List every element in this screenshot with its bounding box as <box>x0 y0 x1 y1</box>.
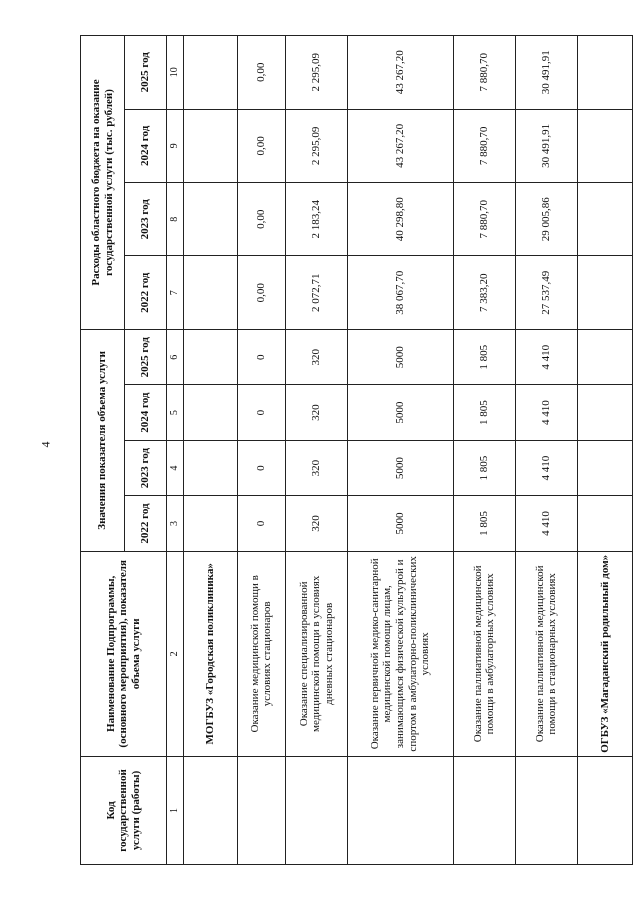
service-name-cell: ОГБУЗ «Магаданский родильный дом» <box>577 551 632 756</box>
header-year: 2025 год <box>125 36 167 110</box>
volume-cell: 0 <box>237 385 285 440</box>
volume-cell <box>183 496 237 551</box>
volume-cell: 0 <box>237 329 285 384</box>
col-number: 4 <box>167 440 184 495</box>
volume-cell: 4 410 <box>515 329 577 384</box>
volume-cell: 5000 <box>347 440 453 495</box>
service-code-cell <box>577 756 632 864</box>
header-year: 2024 год <box>125 385 167 440</box>
header-year: 2023 год <box>125 183 167 256</box>
table-row <box>286 36 348 865</box>
table-row <box>237 36 285 865</box>
expense-cell: 27 537,49 <box>515 256 577 329</box>
header-name: Наименование Подпрограммы, (основного мероприятия), показателя объема услуги <box>81 551 167 756</box>
expense-cell <box>577 36 632 110</box>
header-year: 2024 год <box>125 109 167 182</box>
service-code-cell <box>237 756 285 864</box>
volume-cell: 5000 <box>347 329 453 384</box>
service-code-cell <box>347 756 453 864</box>
volume-cell: 4 410 <box>515 440 577 495</box>
expense-cell <box>577 183 632 256</box>
volume-cell: 320 <box>286 329 348 384</box>
expense-cell: 43 267,20 <box>347 36 453 110</box>
services-table <box>80 35 633 865</box>
rotated-table-container <box>80 35 633 865</box>
header-year: 2023 год <box>125 440 167 495</box>
expense-cell <box>183 36 237 110</box>
volume-cell: 4 410 <box>515 385 577 440</box>
volume-cell <box>183 440 237 495</box>
expense-cell: 40 298,80 <box>347 183 453 256</box>
table-row <box>183 36 237 865</box>
header-year: 2025 год <box>125 329 167 384</box>
volume-cell <box>577 329 632 384</box>
col-number: 7 <box>167 256 184 329</box>
service-name-cell: Оказание медицинской помощи в условиях стационаров <box>237 551 285 756</box>
page-number: 4 <box>38 441 53 448</box>
service-name-cell: Оказание первичной медико-санитарной медицинской помощи лицам, занимающимся физической культурой и спортом в амбулаторно-поликлинических условиях <box>347 551 453 756</box>
service-code-cell <box>453 756 515 864</box>
volume-cell: 320 <box>286 385 348 440</box>
col-number: 10 <box>167 36 184 110</box>
volume-cell: 0 <box>237 496 285 551</box>
volume-cell: 320 <box>286 496 348 551</box>
expense-cell <box>577 256 632 329</box>
expense-cell: 2 072,71 <box>286 256 348 329</box>
expense-cell: 30 491,91 <box>515 109 577 182</box>
expense-cell: 0,00 <box>237 183 285 256</box>
table-row <box>577 36 632 865</box>
volume-cell: 0 <box>237 440 285 495</box>
volume-cell: 4 410 <box>515 496 577 551</box>
expense-cell: 43 267,20 <box>347 109 453 182</box>
volume-cell <box>183 385 237 440</box>
volume-cell: 1 805 <box>453 329 515 384</box>
volume-cell: 1 805 <box>453 496 515 551</box>
volume-cell: 5000 <box>347 385 453 440</box>
header-year: 2022 год <box>125 496 167 551</box>
expense-cell: 2 295,09 <box>286 109 348 182</box>
expense-cell <box>183 256 237 329</box>
column-number-row <box>167 36 184 865</box>
service-code-cell <box>183 756 237 864</box>
col-number: 5 <box>167 385 184 440</box>
service-code-cell <box>515 756 577 864</box>
expense-cell <box>577 109 632 182</box>
volume-cell: 5000 <box>347 496 453 551</box>
col-number: 9 <box>167 109 184 182</box>
header-expense-group: Расходы областного бюджета на оказание государственной услуги (тыс. рублей) <box>81 36 125 330</box>
volume-cell <box>577 496 632 551</box>
service-name-cell: МОГБУЗ «Городская поликлиника» <box>183 551 237 756</box>
expense-cell: 7 383,20 <box>453 256 515 329</box>
col-number: 3 <box>167 496 184 551</box>
service-code-cell <box>286 756 348 864</box>
header-code: Код государственной услуги (работы) <box>81 756 167 864</box>
header-volume-group: Значения показателя объема услуги <box>81 329 125 551</box>
volume-cell: 1 805 <box>453 440 515 495</box>
volume-cell <box>183 329 237 384</box>
volume-cell <box>577 385 632 440</box>
col-number: 8 <box>167 183 184 256</box>
service-name-cell: Оказание специализированной медицинской помощи в условиях дневных стационаров <box>286 551 348 756</box>
volume-cell: 1 805 <box>453 385 515 440</box>
table-row <box>453 36 515 865</box>
col-number: 6 <box>167 329 184 384</box>
header-year: 2022 год <box>125 256 167 329</box>
table-row <box>515 36 577 865</box>
expense-cell: 0,00 <box>237 36 285 110</box>
expense-cell: 0,00 <box>237 256 285 329</box>
table-row <box>347 36 453 865</box>
expense-cell: 38 067,70 <box>347 256 453 329</box>
expense-cell: 7 880,70 <box>453 183 515 256</box>
expense-cell: 7 880,70 <box>453 109 515 182</box>
expense-cell: 0,00 <box>237 109 285 182</box>
service-name-cell: Оказание паллиативной медицинской помощи в стационарных условиях <box>515 551 577 756</box>
expense-cell: 2 183,24 <box>286 183 348 256</box>
volume-cell <box>577 440 632 495</box>
expense-cell: 2 295,09 <box>286 36 348 110</box>
expense-cell: 7 880,70 <box>453 36 515 110</box>
service-name-cell: Оказание паллиативной медицинской помощи в амбулаторных условиях <box>453 551 515 756</box>
col-number: 1 <box>167 756 184 864</box>
expense-cell <box>183 183 237 256</box>
expense-cell: 30 491,91 <box>515 36 577 110</box>
expense-cell: 29 005,86 <box>515 183 577 256</box>
volume-cell: 320 <box>286 440 348 495</box>
col-number: 2 <box>167 551 184 756</box>
expense-cell <box>183 109 237 182</box>
